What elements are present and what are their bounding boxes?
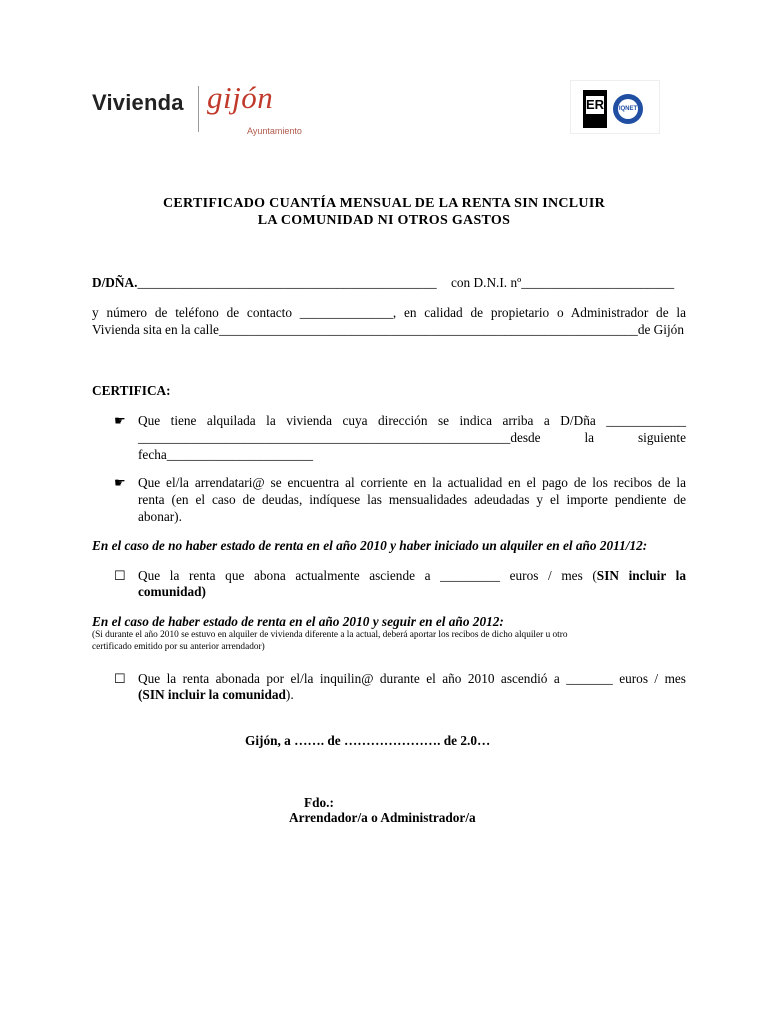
date-line: Gijón, a ……. de …………………. de 2.0…: [245, 733, 491, 748]
certifica-item1-line1: Que tiene alquilada la vivienda cuya dirección se indica arriba a D/Dña ____________: [138, 413, 686, 428]
signer-role: Arrendador/a o Administrador/a: [289, 810, 476, 825]
case2-bold: (SIN incluir la comunidad: [138, 687, 286, 702]
case2-checkbox[interactable]: ☐: [114, 671, 126, 686]
item1-la: la: [584, 430, 595, 445]
logo-ayuntamiento-text: Ayuntamiento: [247, 126, 302, 136]
logo-divider: [198, 86, 199, 132]
dni-line: [451, 275, 674, 291]
case1-line1: [138, 568, 686, 584]
document-title-line2: LA COMUNIDAD NI OTROS GASTOS: [257, 213, 511, 228]
case2-note-line2: certificado emitido por su anterior arrendador): [92, 642, 265, 652]
logo-gijon-text: gijón: [207, 80, 274, 115]
case1-line2: comunidad): [138, 584, 206, 599]
case1-bold: SIN incluir la: [596, 568, 686, 583]
name-label: D/DÑA.: [92, 275, 138, 290]
address-suffix: de Gijón: [637, 322, 684, 337]
case1-checkbox[interactable]: ☐: [114, 568, 126, 583]
name-line: [92, 275, 437, 291]
dni-blank[interactable]: _______________________: [521, 275, 675, 290]
address-line: [92, 322, 684, 338]
certifica-item2-line2: renta (en el caso de deudas, indíquese las mensualidades adeudadas y el importe pendiente de: [138, 492, 686, 507]
iqnet-certification-icon: [613, 94, 643, 124]
case2-line2: [138, 687, 294, 703]
certifica-item2-line1: Que el/la arrendatari@ se encuentra al corriente en la actualidad en el pago de los recibos de la: [138, 475, 686, 490]
iqnet-mark: IQNET: [618, 99, 638, 119]
case2-note-line1: (Si durante el año 2010 se estuvo en alquiler de vivienda diferente a la actual, deberá aportar los recibos de dicho alquiler u otro: [92, 630, 568, 640]
phone-line: y número de teléfono de contacto ______________, en calidad de propietario o Administrador de la: [92, 305, 686, 320]
certifica-item1-line3: fecha______________________: [138, 447, 314, 462]
address-blank[interactable]: _______________________________________________________________: [218, 322, 638, 337]
aenor-er-mark: ER: [586, 97, 605, 112]
name-blank[interactable]: _____________________________________________: [137, 275, 437, 290]
dni-label: con D.N.I. nº: [451, 275, 522, 290]
pointing-hand-icon: ☛: [114, 475, 126, 490]
certifica-item2-line3: abonar).: [138, 509, 182, 524]
item1-desde: desde: [510, 430, 541, 445]
case2-end: ).: [285, 687, 294, 702]
pointing-hand-icon: ☛: [114, 413, 126, 428]
address-prefix: Vivienda sita en la calle: [92, 322, 219, 337]
certifica-item1-line2: [138, 430, 686, 446]
case2-line1: Que la renta abonada por el/la inquilin@ durante el año 2010 ascendió a _______ euros / mes: [138, 671, 686, 686]
signature-label: Fdo.:: [304, 795, 334, 810]
certifica-heading: CERTIFICA:: [92, 383, 171, 398]
logo-vivienda-text: Vivienda: [92, 90, 184, 115]
aenor-certification-icon: [583, 90, 607, 128]
document-title-line1: CERTIFICADO CUANTÍA MENSUAL DE LA RENTA SIN INCLUIR: [162, 196, 605, 211]
case1-text: Que la renta que abona actualmente asciende a _________ euros / mes (: [138, 568, 597, 583]
case2-heading: En el caso de haber estado de renta en el año 2010 y seguir en el año 2012:: [92, 614, 504, 629]
case1-heading: En el caso de no haber estado de renta en el año 2010 y haber iniciado un alquiler en el año 2011/12:: [92, 538, 648, 553]
item1-siguiente: siguiente: [637, 430, 686, 445]
item1-blank[interactable]: ________________________________________________________: [138, 430, 511, 445]
